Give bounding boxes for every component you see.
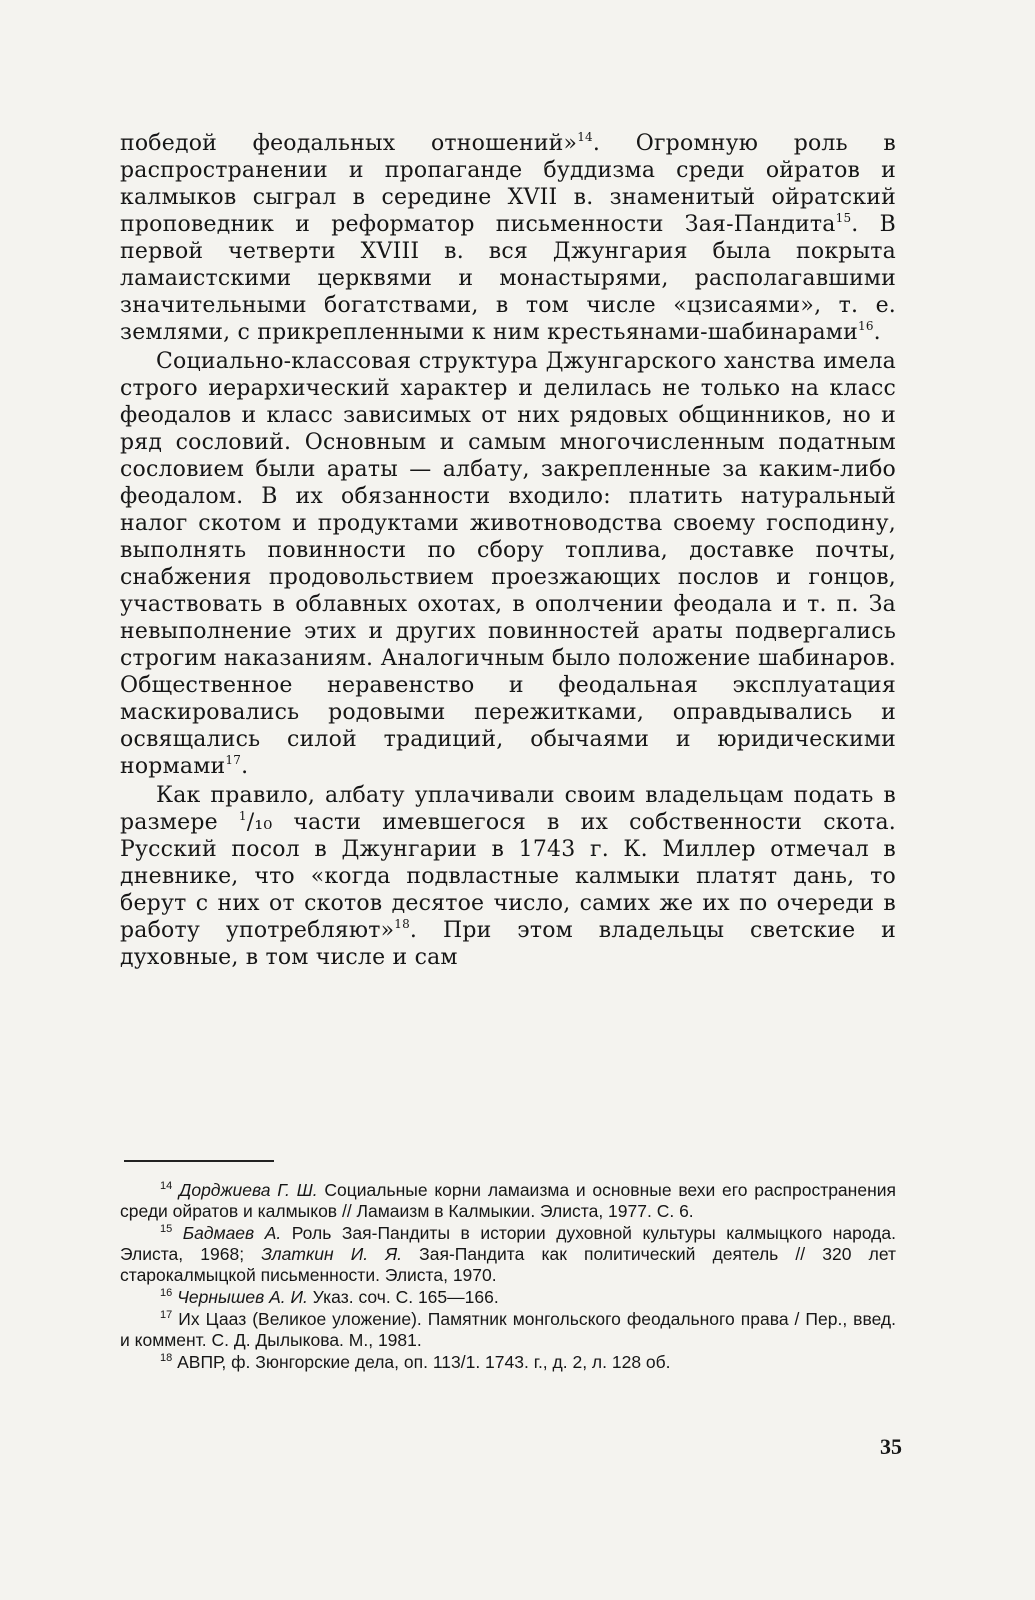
footnote — [120, 1180, 896, 1222]
footnote-number: 14 — [160, 1180, 173, 1192]
text-run: Зая-Пандита как политический деятель // 320 лет старокалмыцкой письменности. Элиста, 1970. — [120, 1244, 897, 1285]
author-name: Бадмаев А. — [182, 1223, 282, 1243]
text-run: . — [241, 754, 249, 779]
footnote-ref: 16 — [857, 319, 874, 333]
footnote-ref: 18 — [394, 917, 410, 931]
text-run: АВПР, ф. Зюнгорские дела, оп. 113/1. 1743. г., д. 2, л. 128 об. — [177, 1352, 671, 1372]
text-run: . В первой четверти XVIII в. вся Джунгария была покрыта ламаистскими церквями и монастырями, располагавшими значительными богатствами, в том числе «цзисаями», т. е. землями, с прикрепленными к ним крестьянами-шабинарами — [120, 212, 896, 345]
footnote — [120, 1223, 896, 1286]
text-run: . При этом владельцы светские и духовные, в том числе и сам — [120, 918, 896, 970]
footnote — [120, 1309, 896, 1351]
footnote-ref: 17 — [225, 753, 242, 767]
page-number: 35 — [880, 1434, 902, 1459]
text-run: Указ. соч. С. 165—166. — [307, 1287, 499, 1307]
footnote-number: 16 — [160, 1287, 173, 1299]
footnotes — [120, 1180, 896, 1374]
text-run: Как правило, албату уплачивали своим владельцам подать в размере — [120, 783, 896, 835]
footnote-ref: 15 — [835, 211, 852, 225]
paragraph — [120, 348, 896, 780]
author-name: Дорджиева Г. Ш. — [179, 1180, 318, 1200]
text-run: Роль Зая-Пандиты в истории духовной культуры калмыцкого народа. Элиста, 1968; — [120, 1223, 896, 1264]
text-run: /₁₀ части имевшегося в их собственности скота. Русский посол в Джунгарии в 1743 г. К. Миллер отмечал в дневнике, что «когда подвластные калмыки платят дань, то берут с них от скотов десятое число, самих же их по очереди в работу употребляют» — [120, 810, 897, 943]
text-run: . Огромную роль в распространении и пропаганде буддизма среди ойратов и калмыков сыграл в середине XVII в. знаменитый ойратский проповедник и реформатор письменности Зая-Пандита — [120, 131, 896, 237]
text-run: победой феодальных отношений» — [120, 131, 578, 156]
text-run: Социально-классовая структура Джунгарского ханства имела строго иерархический характер и делилась не только на класс феодалов и класс зависимых от них рядовых общинников, но и ряд сословий. Основным и самым многочисленным податным сословием были араты — албату, закрепленные за каким-либо феодалом. В их обязанности входило: платить натуральный налог скотом и продуктами животноводства своему господину, выполнять повинности по сбору топлива, доставке почты, снабжения продовольствием проезжающих послов и гонцов, участвовать в облавных охотах, в ополчении феодала и т. п. За невыполнение этих и других повинностей араты подвергались строгим наказаниям. Аналогичным было положение шабинаров. Общественное неравенство и феодальная эксплуатация маскировались родовыми пережитками, оправдывались и освящались силой традиций, обычаями и юридическими нормами — [120, 349, 896, 779]
footnote — [120, 1287, 896, 1308]
paragraph — [120, 130, 896, 346]
text-run: Их Цааз (Великое уложение). Памятник монгольского феодального права / Пер., введ. и коммент. С. Д. Дылыкова. М., 1981. — [120, 1309, 896, 1350]
footnote-ref: 1 — [238, 809, 247, 823]
text-run: . — [873, 320, 881, 345]
footnote-separator — [124, 1160, 274, 1162]
footnote-number: 18 — [160, 1352, 173, 1364]
footnote — [120, 1352, 896, 1373]
footnote-ref: 14 — [577, 130, 593, 144]
footnote-number: 17 — [160, 1309, 173, 1321]
paragraph — [120, 782, 896, 971]
text-run: Социальные корни ламаизма и основные вехи его распространения среди ойратов и калмыков // Ламаизм в Калмыкии. Элиста, 1977. С. 6. — [120, 1180, 896, 1221]
author-name: Златкин И. Я. — [261, 1244, 403, 1264]
footnote-number: 15 — [160, 1223, 173, 1235]
author-name: Чернышев А. И. — [177, 1287, 308, 1307]
main-text — [120, 130, 896, 971]
